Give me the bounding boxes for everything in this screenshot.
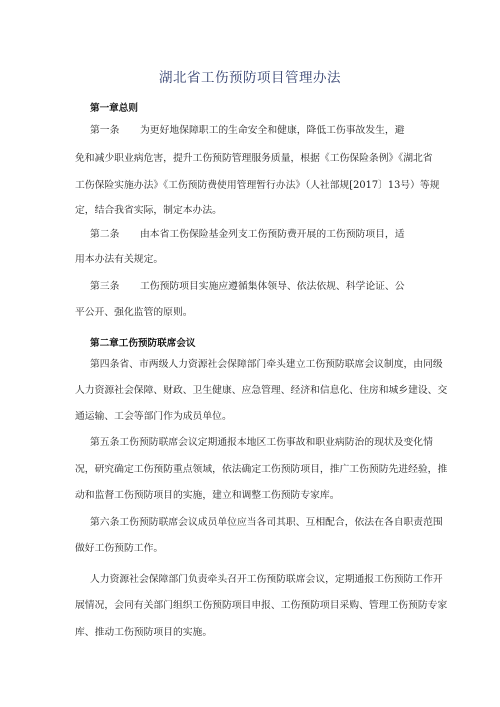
article-2-label: 第二条 xyxy=(90,229,120,240)
article-5-line-2: 况，研究确定工伤预防重点领域，依法确定工伤预防项目，推广工伤预防先进经验，推 xyxy=(75,464,448,475)
chapter-1-heading: 第一章总则 xyxy=(90,103,138,114)
article-6-line-1: 第六条工伤预防联席会议成员单位应当各司其职、互相配合，依法在各自职责范围 xyxy=(90,517,443,528)
article-1-line-3: 工伤保险实施办法》《工伤预防费使用管理暂行办法》（人社部规[2017〕13号）等规 xyxy=(75,180,440,191)
paragraph-7-line-3: 库、推动工伤预防项目的实施。 xyxy=(75,627,213,638)
article-3-line-2: 平公开、强化监管的原则。 xyxy=(75,307,193,318)
article-5-line-1: 第五条工伤预防联席会议定期通报本地区工伤事故和职业病防治的现状及变化情 xyxy=(90,437,433,448)
article-4-line-3: 通运输、工会等部门作为成员单位。 xyxy=(75,411,232,422)
article-2-line-1 xyxy=(90,229,405,241)
chapter-2-heading: 第二章工伤预防联席会议 xyxy=(90,338,196,349)
paragraph-7-line-1: 人力资源社会保障部门负责牵头召开工伤预防联席会议，定期通报工伤预防工作开 xyxy=(90,574,443,585)
article-3-label: 第三条 xyxy=(90,281,120,292)
article-2-line-2: 用本办法有关规定。 xyxy=(75,254,164,265)
article-3-text-1: 工伤预防项目实施应遵循集体领导、依法依规、科学论证、公 xyxy=(140,281,405,292)
article-4-line-1: 第四条省、市两级人力资源社会保障部门牵头建立工伤预防联席会议制度，由同级 xyxy=(90,359,443,370)
paragraph-7-line-2: 展情况，会同有关部门组织工伤预防项目申报、工伤预防项目采购、管理工伤预防专家 xyxy=(75,600,448,611)
article-1-label: 第一条 xyxy=(90,125,120,136)
article-1-line-1 xyxy=(90,125,405,137)
article-1-text-1: 为更好地保障职工的生命安全和健康，降低工伤事故发生，避 xyxy=(140,125,405,136)
document-title: 湖北省工伤预防项目管理办法 xyxy=(159,70,341,86)
article-4-line-2: 人力资源社会保障、财政、卫生健康、应急管理、经济和信息化、住房和城乡建设、交 xyxy=(75,385,448,396)
article-1-line-2: 免和减少职业病危害，提升工伤预防管理服务质量，根据《工伤保险条例》《湖北省 xyxy=(75,153,433,164)
article-6-line-2: 做好工伤预防工作。 xyxy=(75,543,164,554)
article-5-line-3: 动和监督工伤预防项目的实施，建立和调整工伤预防专家库。 xyxy=(75,490,340,501)
article-3-line-1 xyxy=(90,281,405,293)
article-1-line-4: 定，结合我省实际，制定本办法。 xyxy=(75,205,222,216)
article-2-text-1: 由本省工伤保险基金列支工伤预防费开展的工伤预防项目，适 xyxy=(140,229,405,240)
